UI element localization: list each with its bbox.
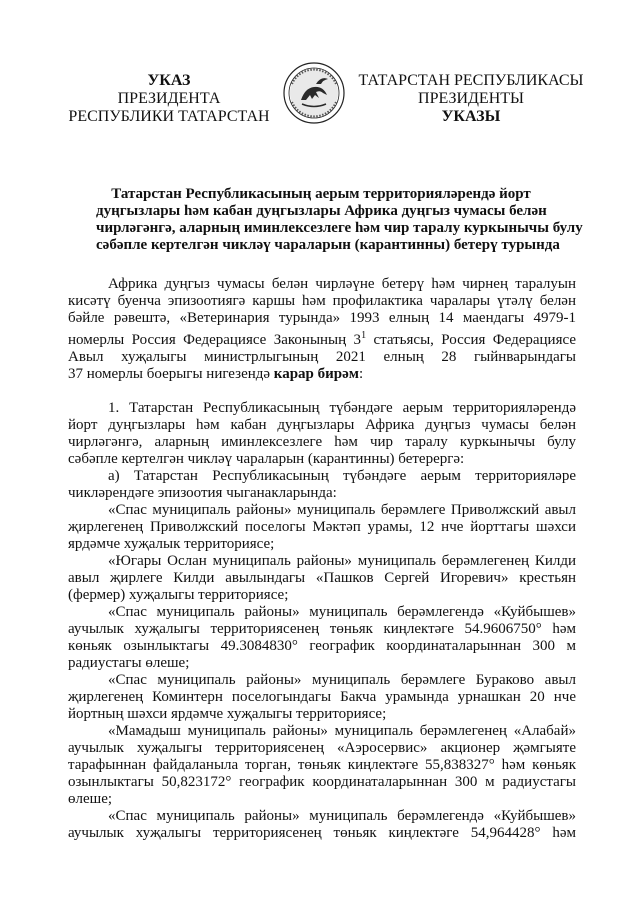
text-line: көньяк озынлыктагы 49.3084830° географик координаталарыннан 300 м [68, 638, 576, 654]
sub-item-a-paragraph [68, 468, 576, 502]
territory-entry [68, 723, 576, 808]
territory-entry [68, 808, 576, 842]
decree-body [68, 276, 576, 842]
text-line: а) Татарстан Республикасының түбәндәге аерым территорияләре [108, 468, 576, 484]
text-line: «Спас муниципаль районы» муниципаль берәмлегендә «Куйбышев» [108, 604, 576, 620]
text-line: чирләгәнгә, аларның иминлексезлеге һәм чир таралу куркынычы булу [68, 434, 576, 450]
text-line: тарафыннан файдаланыла торган, төньяк киңлектәге 55,838327° һәм көньяк [68, 757, 576, 773]
text-line: бәйле рәвештә, «Ветеринария турында» 1993 елның 14 маендагы 4979-1 [68, 310, 576, 326]
text-line: авыл җирлеге Килди авылындагы «Пашков Сергей Игоревич» крестьян [68, 570, 576, 586]
territory-entry [68, 604, 576, 672]
header-right-line2: ПРЕЗИДЕНТЫ [418, 90, 524, 107]
text-fragment: 37 номерлы боерыгы нигезендә [68, 366, 274, 382]
item-1-paragraph [68, 400, 576, 468]
text-line: 1. Татарстан Республикасының түбәндәге аерым территорияләрендә [108, 400, 576, 416]
text-line: җирлегенең Коминтерн поселогындагы Бакча урамында урнашкан 20 нче [68, 689, 576, 705]
text-line: ярдәмче хуҗалык территориясе; [68, 536, 275, 552]
text-line: йортның шәхси ярдәмче хуҗалыгы территориясе; [68, 706, 387, 722]
title-line: сәбәпле кертелгән чикләү чараларын (карантинны) бетерү турында [96, 237, 560, 253]
decree-title [96, 186, 583, 254]
header-right-line3: УКАЗЫ [441, 108, 501, 125]
text-line [68, 327, 576, 349]
text-line: «Спас муниципаль районы» муниципаль берәмлеге Бураково авыл [108, 672, 576, 688]
text-line: Авыл хуҗалыгы министрлыгының 2021 елның 28 гыйнварындагы [68, 349, 576, 365]
text-line: аучылык хуҗалыгы территориясенең «Аэросервис» акционер җәмгыяте [68, 740, 576, 756]
header-left-line1: УКАЗ [147, 72, 191, 89]
text-line: җирлегенең Приволжский поселогы Мәктәп урамы, 12 нче йорттагы шәхси [68, 519, 576, 535]
tatarstan-coat-of-arms-icon [283, 62, 345, 124]
document-header [0, 62, 640, 134]
header-russian [58, 72, 280, 126]
text-line: кисәтү буенча эпизоотиягә каршы һәм профилактика чаралары үтәлү белән [68, 293, 576, 309]
territory-entry [68, 672, 576, 723]
preamble-paragraph [68, 276, 576, 383]
text-line: озынлыктагы 50,823172° географик координаталарыннан 300 м радиустагы [68, 774, 576, 790]
law-reference: номерлы Россия Федерациясе Законының 3 [68, 332, 362, 348]
title-line: дуңгызлары һәм кабан дуңгызлары Африка дуңгыз чумасы белән [96, 203, 547, 219]
text-line: «Югары Ослан муниципаль районы» муниципаль берәмлегенең Килди [108, 553, 576, 569]
text-line: йорт дуңгызлары һәм кабан дуңгызлары Африка дуңгыз чумасы белән [68, 417, 576, 433]
text-line: чикләрендәге эпизоотия чыганакларында: [68, 485, 337, 501]
text-line [68, 366, 576, 383]
text-line: «Спас муниципаль районы» муниципаль берәмлеге Приволжский авыл [108, 502, 576, 518]
text-line: «Спас муниципаль районы» муниципаль берәмлегендә «Куйбышев» [108, 808, 576, 824]
text-line: аучылык хуҗалыгы территориясенең төньяк киңлектәге 54.9606750° һәм [68, 621, 576, 637]
text-line: Африка дуңгыз чумасы белән чирләүне бетерү һәм чирнең таралуын [108, 276, 576, 292]
text-line: «Мамадыш муниципаль районы» муниципаль берәмлегенең «Алабай» [108, 723, 576, 739]
title-line: чирләгәнгә, аларның иминлексезлеге һәм чир таралу куркынычы булу [96, 220, 583, 236]
text-line: сәбәпле кертелгән чикләү чараларын (карантинны) бетерергә: [68, 451, 465, 467]
header-tatar [352, 72, 590, 126]
header-left-line3: РЕСПУБЛИКИ ТАТАРСТАН [68, 108, 270, 125]
territory-entry [68, 502, 576, 553]
territory-entry [68, 553, 576, 604]
text-line: аучылык хуҗалыгы территориясенең төньяк киңлектәге 54,964428° һәм [68, 825, 576, 841]
text-line: өлеше; [68, 791, 113, 807]
superscript: 1 [361, 330, 367, 341]
title-line: Татарстан Республикасының аерым территорияләрендә йорт [111, 186, 531, 202]
header-right-line1: ТАТАРСТАН РЕСПУБЛИКАСЫ [358, 72, 584, 89]
header-left-line2: ПРЕЗИДЕНТА [117, 90, 221, 107]
text-fragment: статьясы, Россия Федерациясе [366, 332, 576, 348]
resolution-phrase: карар бирәм [273, 366, 360, 382]
text-line: радиустагы өлеше; [68, 655, 190, 671]
text-fragment: : [359, 366, 364, 382]
text-line: (фермер) хуҗалыгы территориясе; [68, 587, 289, 603]
